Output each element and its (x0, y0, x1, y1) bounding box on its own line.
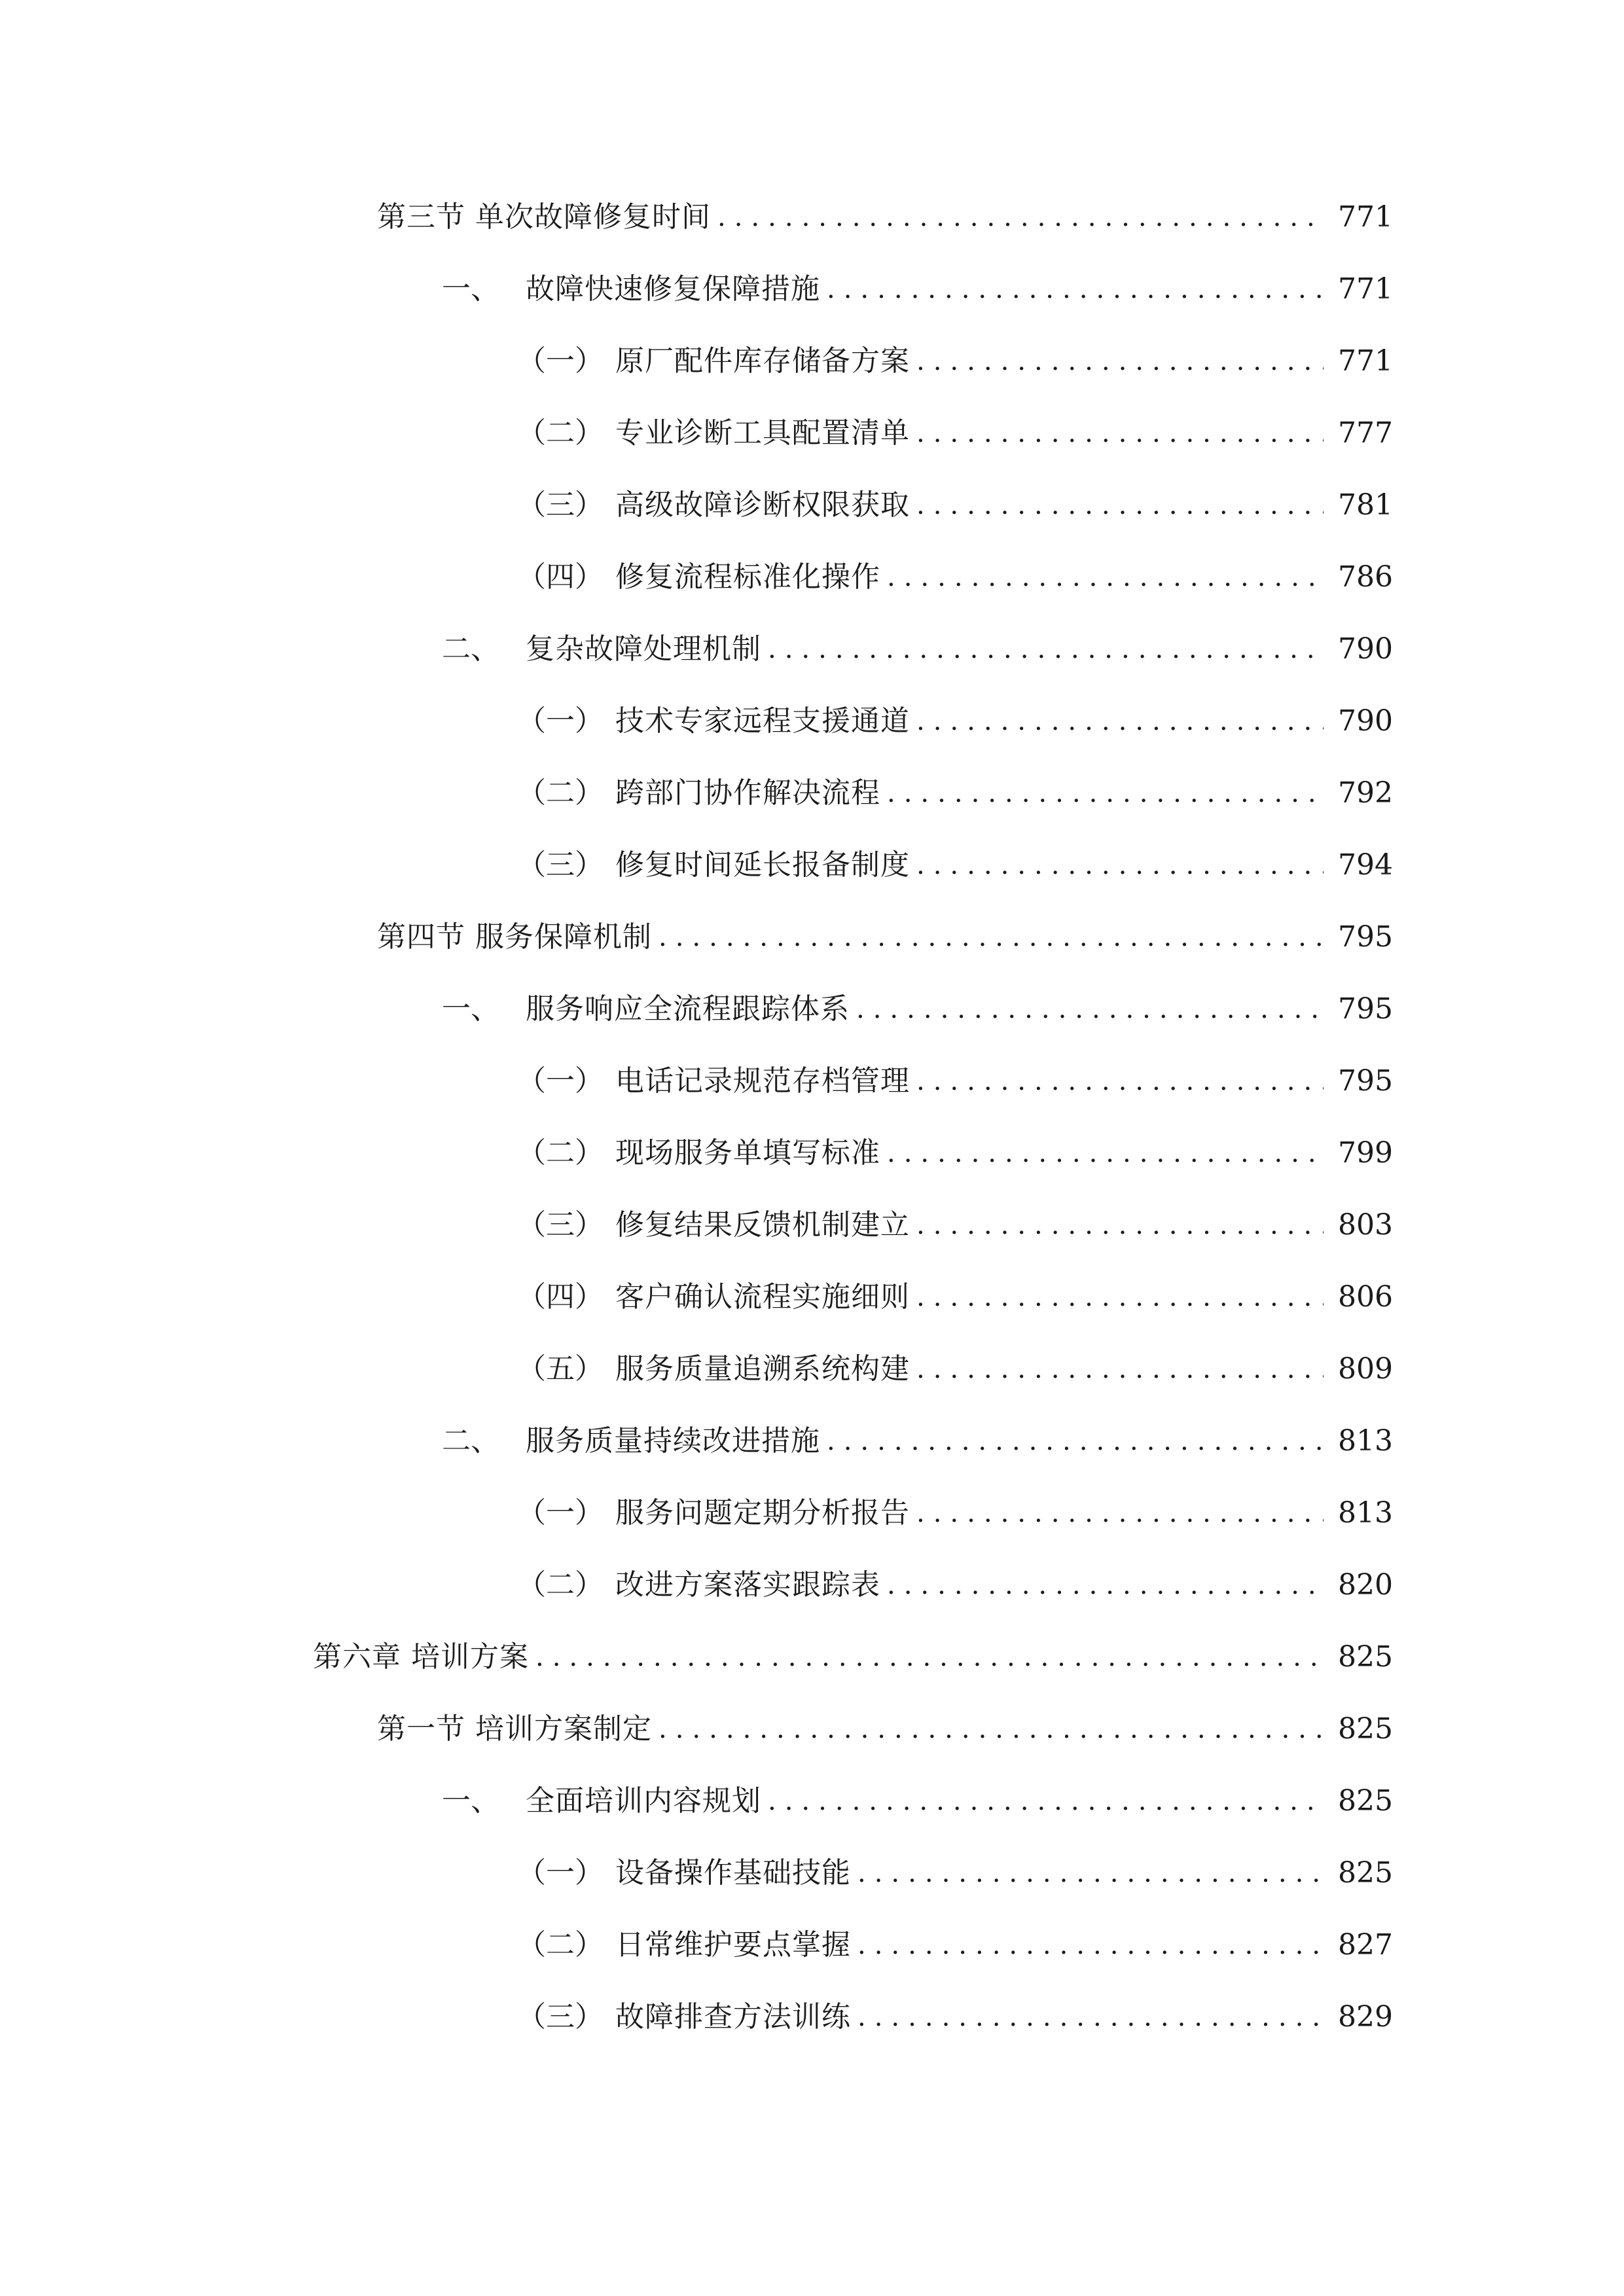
dot-leader (768, 1775, 1324, 1827)
dot-leader (916, 479, 1324, 531)
toc-row-subsection[interactable] (442, 983, 1393, 1035)
dot-leader (916, 1271, 1324, 1323)
toc-title: 技术专家远程支援通道 (615, 704, 910, 738)
toc-page-number: 771 (1338, 272, 1393, 306)
dot-leader (916, 335, 1324, 387)
toc-number: （二） (517, 416, 604, 450)
toc-page-number: 825 (1338, 1784, 1393, 1818)
dot-leader (916, 1199, 1324, 1251)
toc-row-item[interactable] (517, 1487, 1393, 1539)
toc-number: （二） (517, 1136, 604, 1170)
toc-page-number: 771 (1338, 344, 1393, 378)
toc-page-number: 827 (1338, 1928, 1393, 1962)
toc-page-number: 803 (1338, 1208, 1393, 1242)
dot-leader (659, 911, 1324, 963)
toc-row-item[interactable] (517, 1919, 1393, 1971)
toc-row-item[interactable] (517, 767, 1393, 819)
toc-page-number: 820 (1338, 1568, 1393, 1602)
toc-title: 现场服务单填写标准 (615, 1136, 880, 1170)
toc-title: 第六章 培训方案 (313, 1640, 529, 1674)
toc-page-number: 795 (1338, 920, 1393, 954)
toc-title: 服务响应全流程跟踪体系 (526, 992, 850, 1026)
toc-number: （五） (517, 1352, 604, 1386)
toc-number: （二） (517, 776, 604, 810)
toc-title: 故障排查方法训练 (615, 2000, 851, 2034)
dot-leader (857, 1919, 1324, 1971)
dot-leader (827, 263, 1324, 315)
dot-leader (916, 839, 1324, 891)
toc-number: （三） (517, 2000, 604, 2034)
dot-leader (887, 1559, 1324, 1611)
toc-number: （三） (517, 848, 604, 882)
toc-page-number: 794 (1338, 848, 1393, 882)
toc-title: 全面培训内容规划 (526, 1784, 761, 1818)
toc-row-subsection[interactable] (442, 1775, 1393, 1827)
toc-number: （二） (517, 1568, 604, 1602)
toc-title: 设备操作基础技能 (615, 1856, 851, 1890)
toc-row-item[interactable] (517, 695, 1393, 747)
dot-leader (887, 1127, 1324, 1179)
toc-page-number: 771 (1338, 200, 1393, 234)
toc-number: （二） (517, 1928, 604, 1962)
toc-row-subsection[interactable] (442, 263, 1393, 315)
toc-number: （三） (517, 488, 604, 522)
toc-page-number: 825 (1338, 1856, 1393, 1890)
toc-title: 复杂故障处理机制 (526, 632, 761, 666)
toc-page-number: 806 (1338, 1280, 1393, 1314)
toc-page-number: 795 (1338, 1064, 1393, 1098)
toc-number: （四） (517, 560, 604, 594)
toc-title: 第一节 培训方案制定 (377, 1712, 652, 1746)
toc-page-number: 777 (1338, 416, 1393, 450)
toc-title: 日常维护要点掌握 (615, 1928, 851, 1962)
dot-leader (857, 1847, 1324, 1899)
toc-page-number: 813 (1338, 1424, 1393, 1458)
dot-leader (916, 1055, 1324, 1107)
toc-title: 服务质量追溯系统构建 (615, 1352, 910, 1386)
toc-title: 跨部门协作解决流程 (615, 776, 880, 810)
dot-leader (827, 1415, 1324, 1467)
toc-title: 修复结果反馈机制建立 (615, 1208, 910, 1242)
dot-leader (768, 623, 1324, 675)
toc-title: 原厂配件库存储备方案 (615, 344, 910, 378)
toc-number: （一） (517, 704, 604, 738)
toc-page-number: 829 (1338, 2000, 1393, 2034)
toc-title: 客户确认流程实施细则 (615, 1280, 910, 1314)
toc-row-item[interactable] (517, 1343, 1393, 1395)
toc-title: 修复流程标准化操作 (615, 560, 880, 594)
dot-leader (916, 1487, 1324, 1539)
dot-leader (659, 1703, 1324, 1755)
toc-row-subsection[interactable] (442, 1415, 1393, 1467)
toc-row-item[interactable] (517, 1847, 1393, 1899)
toc-title: 修复时间延长报备制度 (615, 848, 910, 882)
toc-title: 故障快速修复保障措施 (526, 272, 820, 306)
toc-page-number: 781 (1338, 488, 1393, 522)
toc-number: （三） (517, 1208, 604, 1242)
toc-page-number: 825 (1338, 1712, 1393, 1746)
toc-row-section[interactable] (377, 1703, 1393, 1755)
toc-number: 一、 (442, 1784, 499, 1818)
toc-row-section[interactable] (377, 191, 1393, 243)
dot-leader (535, 1631, 1324, 1683)
toc-number: 二、 (442, 632, 499, 666)
dot-leader (887, 551, 1324, 603)
toc-page-number: 792 (1338, 776, 1393, 810)
toc-row-section[interactable] (377, 911, 1393, 963)
toc-number: 一、 (442, 272, 499, 306)
toc-row-item[interactable] (517, 1055, 1393, 1107)
toc-row-chapter[interactable] (313, 1631, 1393, 1683)
dot-leader (857, 1991, 1324, 2043)
toc-title: 第三节 单次故障修复时间 (377, 200, 711, 234)
toc-row-item[interactable] (517, 1271, 1393, 1323)
toc-row-item[interactable] (517, 551, 1393, 603)
toc-title: 服务质量持续改进措施 (526, 1424, 820, 1458)
toc-title: 服务问题定期分析报告 (615, 1496, 910, 1530)
toc-row-item[interactable] (517, 839, 1393, 891)
toc-page-number: 799 (1338, 1136, 1393, 1170)
toc-page-number: 790 (1338, 632, 1393, 666)
toc-row-item[interactable] (517, 407, 1393, 459)
toc-row-item[interactable] (517, 1127, 1393, 1179)
toc-title: 专业诊断工具配置清单 (615, 416, 910, 450)
dot-leader (916, 1343, 1324, 1395)
toc-title: 第四节 服务保障机制 (377, 920, 652, 954)
toc-row-item[interactable] (517, 1199, 1393, 1251)
toc-number: 二、 (442, 1424, 499, 1458)
toc-page-number: 813 (1338, 1496, 1393, 1530)
toc-title: 电话记录规范存档管理 (615, 1064, 910, 1098)
dot-leader (717, 191, 1324, 243)
dot-leader (856, 983, 1324, 1035)
toc-title: 改进方案落实跟踪表 (615, 1568, 880, 1602)
toc-title: 高级故障诊断权限获取 (615, 488, 910, 522)
toc-page-number: 790 (1338, 704, 1393, 738)
dot-leader (887, 767, 1324, 819)
toc-number: （一） (517, 1856, 604, 1890)
toc-row-item[interactable] (517, 1991, 1393, 2043)
toc-number: （一） (517, 1496, 604, 1530)
toc-row-subsection[interactable] (442, 623, 1393, 675)
dot-leader (916, 695, 1324, 747)
toc-row-item[interactable] (517, 1559, 1393, 1611)
dot-leader (916, 407, 1324, 459)
toc-page-number: 809 (1338, 1352, 1393, 1386)
toc-number: （一） (517, 344, 604, 378)
toc-page-number: 786 (1338, 560, 1393, 594)
toc-number: （一） (517, 1064, 604, 1098)
toc-page-number: 795 (1338, 992, 1393, 1026)
toc-number: 一、 (442, 992, 499, 1026)
toc-page-number: 825 (1338, 1640, 1393, 1674)
toc-number: （四） (517, 1280, 604, 1314)
toc-row-item[interactable] (517, 335, 1393, 387)
toc-row-item[interactable] (517, 479, 1393, 531)
